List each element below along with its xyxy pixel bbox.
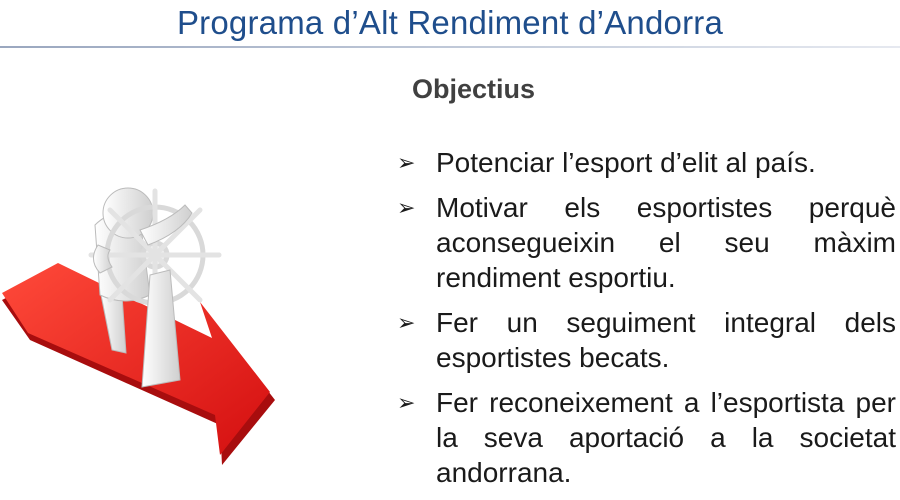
arrow-bullet-icon: ➢: [397, 150, 416, 175]
title-divider: [0, 46, 900, 48]
slide-title: Programa d’Alt Rendiment d’Andorra: [176, 4, 724, 41]
objective-text: Fer reconeixement a l’esportista per la seva aportació a la societat andorrana.: [436, 387, 896, 488]
list-item: [393, 190, 896, 295]
arrow-bullet-icon: ➢: [397, 310, 416, 335]
arrow-bullet-icon: ➢: [397, 195, 416, 220]
list-item: [393, 385, 896, 490]
list-item: [393, 305, 896, 375]
objective-text: Fer un seguiment integral dels esportistes becats.: [436, 307, 896, 373]
objectives-list: [393, 145, 896, 500]
section-heading: Objectius: [412, 74, 536, 104]
arrow-bullet-icon: ➢: [397, 390, 416, 415]
helmsman-on-red-arrow-icon: [0, 95, 300, 475]
objective-text: Motivar els esportistes perquè aconsegueixin el seu màxim rendiment esportiu.: [436, 192, 896, 293]
objective-text: Potenciar l’esport d’elit al país.: [436, 147, 816, 178]
list-item: [393, 145, 896, 180]
